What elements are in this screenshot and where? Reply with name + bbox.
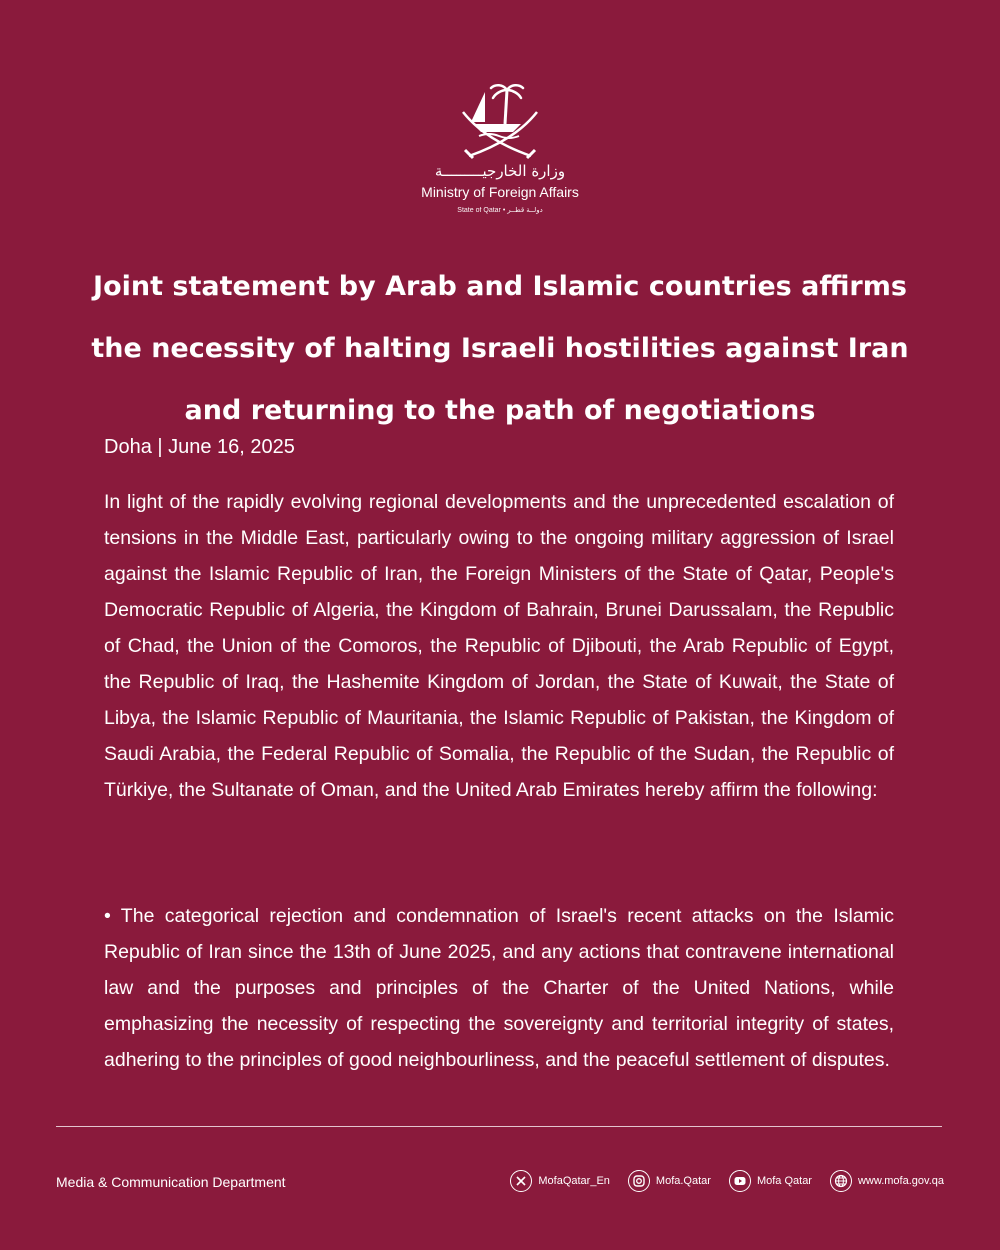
social-handle: Mofa.Qatar [655,1175,711,1187]
title-line-1: Joint statement by Arab and Islamic countries affirms [93,271,907,302]
youtube-icon [729,1170,751,1192]
statement-bullet-point: • The categorical rejection and condemnation of Israel's recent attacks on the Islamic Republic of Iran since the 13th of June 2025, and any actions that contravene international law and the purposes and principles of the Charter of the United Nations, while emphasizing the necessity of respecting the sovereignty and territorial integrity of states, adhering to the principles of good neighbourliness, and the peaceful settlement of disputes. [104,905,894,1071]
header-logo [0,78,1000,214]
social-link-website[interactable] [830,1170,944,1192]
x-icon [510,1170,532,1192]
instagram-icon [628,1170,650,1192]
footer-divider [56,1126,942,1127]
dateline: Doha | June 16, 2025 [104,436,295,458]
ministry-name-arabic: وزارة الخارجيـــــــــة [434,162,566,180]
social-links [510,1170,944,1192]
social-handle: MofaQatar_En [538,1175,610,1187]
title-line-3: and returning to the path of negotiations [184,395,816,426]
statement-paragraph: In light of the rapidly evolving regional developments and the unprecedented escalation of tensions in the Middle East, particularly owing to the ongoing military aggression of Israel against the Islamic Republic of Iran, the Foreign Ministers of the State of Qatar, People's Democratic Republic of Algeria, the Kingdom of Bahrain, Brunei Darussalam, the Republic of Chad, the Union of the Comoros, the Republic of Djibouti, the Arab Republic of Egypt, the Republic of Iraq, the Hashemite Kingdom of Jordan, the State of Kuwait, the State of Libya, the Islamic Republic of Mauritania, the Islamic Republic of Pakistan, the Kingdom of Saudi Arabia, the Federal Republic of Somalia, the Republic of the Sudan, the Republic of Türkiye, the Sultanate of Oman, and the United Arab Emirates hereby affirm the following: [104,491,894,801]
website-url: www.mofa.gov.qa [857,1175,944,1187]
social-link-instagram[interactable] [628,1170,711,1192]
social-handle: Mofa Qatar [756,1175,812,1187]
qatar-emblem-icon [455,78,545,160]
social-link-x[interactable] [510,1170,610,1192]
ministry-name-english: Ministry of Foreign Affairs [421,184,579,200]
globe-icon [830,1170,852,1192]
social-link-youtube[interactable] [729,1170,812,1192]
statement-title [60,256,940,442]
department-name: Media & Communication Department [56,1174,286,1190]
title-line-2: the necessity of halting Israeli hostilities against Iran [91,333,909,364]
state-of-qatar-line: State of Qatar • دولــة قطــر [457,207,543,214]
